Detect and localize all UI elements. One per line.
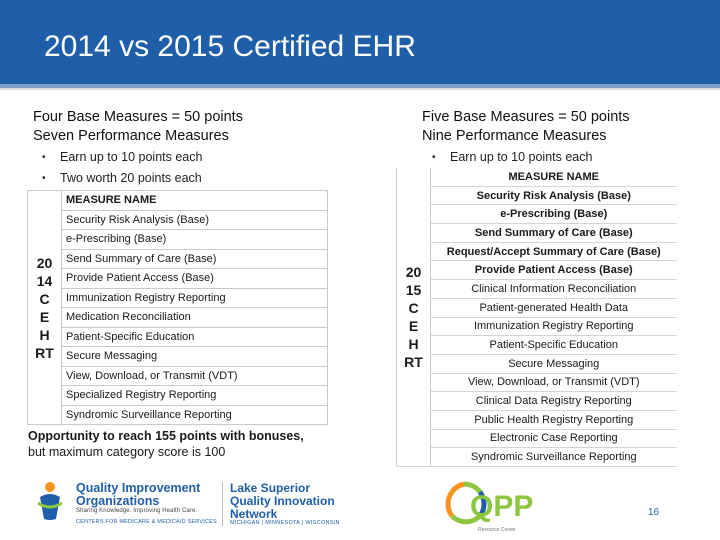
table-row — [397, 373, 677, 392]
left-bullet: • Earn up to 10 points each — [42, 147, 202, 168]
right-heading-line1: Five Base Measures = 50 points — [422, 109, 630, 125]
table-row — [397, 298, 677, 317]
left-bullet: • Two worth 20 points each — [42, 168, 202, 189]
measure-cell: Specialized Registry Reporting — [62, 386, 328, 406]
right-bullets — [432, 147, 592, 168]
left-heading-line2: Seven Performance Measures — [33, 128, 229, 144]
measure-cell: Request/Accept Summary of Care (Base) — [431, 242, 677, 261]
qio-cms: CENTERS FOR MEDICARE & MEDICAID SERVICES — [76, 519, 217, 525]
left-heading — [33, 108, 243, 146]
table-row — [397, 354, 677, 373]
measure-cell: Patient-Specific Education — [62, 327, 328, 347]
edition-label-2014: 20 14 C E H RT — [28, 191, 62, 425]
measure-cell: Security Risk Analysis (Base) — [62, 210, 328, 230]
table-row — [397, 280, 677, 299]
measure-cell: Public Health Registry Reporting — [431, 410, 677, 429]
measure-cell: Immunization Registry Reporting — [62, 288, 328, 308]
logo-divider — [222, 482, 223, 526]
measure-name-header: MEASURE NAME — [431, 168, 677, 186]
right-bullet: • Earn up to 10 points each — [432, 147, 592, 168]
table-row — [397, 224, 677, 243]
bonus-note-line1: Opportunity to reach 155 points with bonuses, — [28, 429, 304, 443]
measure-cell: Clinical Information Reconciliation — [431, 280, 677, 299]
table-header-row — [397, 168, 677, 186]
edition-label-2015: 20 15 C E H RT — [397, 168, 431, 467]
lsqin-states: MICHIGAN | MINNESOTA | WISCONSIN — [230, 520, 340, 526]
lsqin-line3: Network — [230, 507, 278, 521]
measure-cell: Secure Messaging — [431, 354, 677, 373]
table-row — [28, 230, 328, 250]
measure-cell: Electronic Case Reporting — [431, 429, 677, 448]
lsqin-line1: Lake Superior — [230, 481, 311, 495]
title-bar — [0, 0, 720, 84]
table-row — [28, 308, 328, 328]
right-heading — [422, 108, 630, 146]
measure-cell: View, Download, or Transmit (VDT) — [62, 366, 328, 386]
table-row — [397, 242, 677, 261]
left-heading-line1: Four Base Measures = 50 points — [33, 109, 243, 125]
measure-cell: Syndromic Surveillance Reporting — [431, 448, 677, 467]
measure-cell: Provide Patient Access (Base) — [62, 269, 328, 289]
table-row — [28, 288, 328, 308]
title-rule-shadow — [0, 88, 720, 90]
measure-cell: Security Risk Analysis (Base) — [431, 186, 677, 205]
measure-cell: Clinical Data Registry Reporting — [431, 392, 677, 411]
measure-cell: Patient-Specific Education — [431, 336, 677, 355]
table-row — [397, 336, 677, 355]
qio-tagline: Sharing Knowledge. Improving Health Care. — [76, 508, 198, 514]
measure-cell: Immunization Registry Reporting — [431, 317, 677, 336]
page-number: 16 — [648, 507, 660, 518]
table-row — [397, 186, 677, 205]
table-row — [397, 392, 677, 411]
table-row — [28, 269, 328, 289]
table-row — [28, 327, 328, 347]
measure-name-header: MEASURE NAME — [62, 191, 328, 211]
right-measure-table — [396, 168, 677, 467]
measure-cell: Send Summary of Care (Base) — [431, 224, 677, 243]
bonus-note — [28, 428, 304, 460]
lsqin-logo-text — [230, 482, 335, 521]
qpp-subtitle: Resource Center — [478, 527, 516, 533]
qpp-logo-text: QPP — [470, 490, 534, 523]
measure-cell: View, Download, or Transmit (VDT) — [431, 373, 677, 392]
qio-line2: Organizations — [76, 494, 160, 508]
table-row — [28, 405, 328, 425]
slide-title: 2014 vs 2015 Certified EHR — [44, 30, 416, 63]
measure-cell: Secure Messaging — [62, 347, 328, 367]
table-row — [397, 205, 677, 224]
table-row — [397, 448, 677, 467]
table-row — [28, 210, 328, 230]
table-row — [28, 347, 328, 367]
measure-cell: Provide Patient Access (Base) — [431, 261, 677, 280]
bonus-note-line2: but maximum category score is 100 — [28, 445, 226, 459]
measure-cell: Patient-generated Health Data — [431, 298, 677, 317]
table-row — [397, 410, 677, 429]
right-heading-line2: Nine Performance Measures — [422, 128, 607, 144]
left-bullets — [42, 147, 202, 189]
table-row — [397, 317, 677, 336]
table-header-row — [28, 191, 328, 211]
table-row — [397, 261, 677, 280]
qio-line1: Quality Improvement — [76, 481, 201, 495]
measure-cell: Medication Reconciliation — [62, 308, 328, 328]
lsqin-line2: Quality Innovation — [230, 494, 335, 508]
qio-logo-text — [76, 482, 200, 508]
qio-logo-icon — [36, 481, 64, 521]
table-row — [28, 386, 328, 406]
measure-cell: e-Prescribing (Base) — [431, 205, 677, 224]
measure-cell: e-Prescribing (Base) — [62, 230, 328, 250]
table-row — [28, 366, 328, 386]
table-row — [397, 429, 677, 448]
left-measure-table — [27, 190, 328, 425]
measure-cell: Syndromic Surveillance Reporting — [62, 405, 328, 425]
table-row — [28, 249, 328, 269]
measure-cell: Send Summary of Care (Base) — [62, 249, 328, 269]
